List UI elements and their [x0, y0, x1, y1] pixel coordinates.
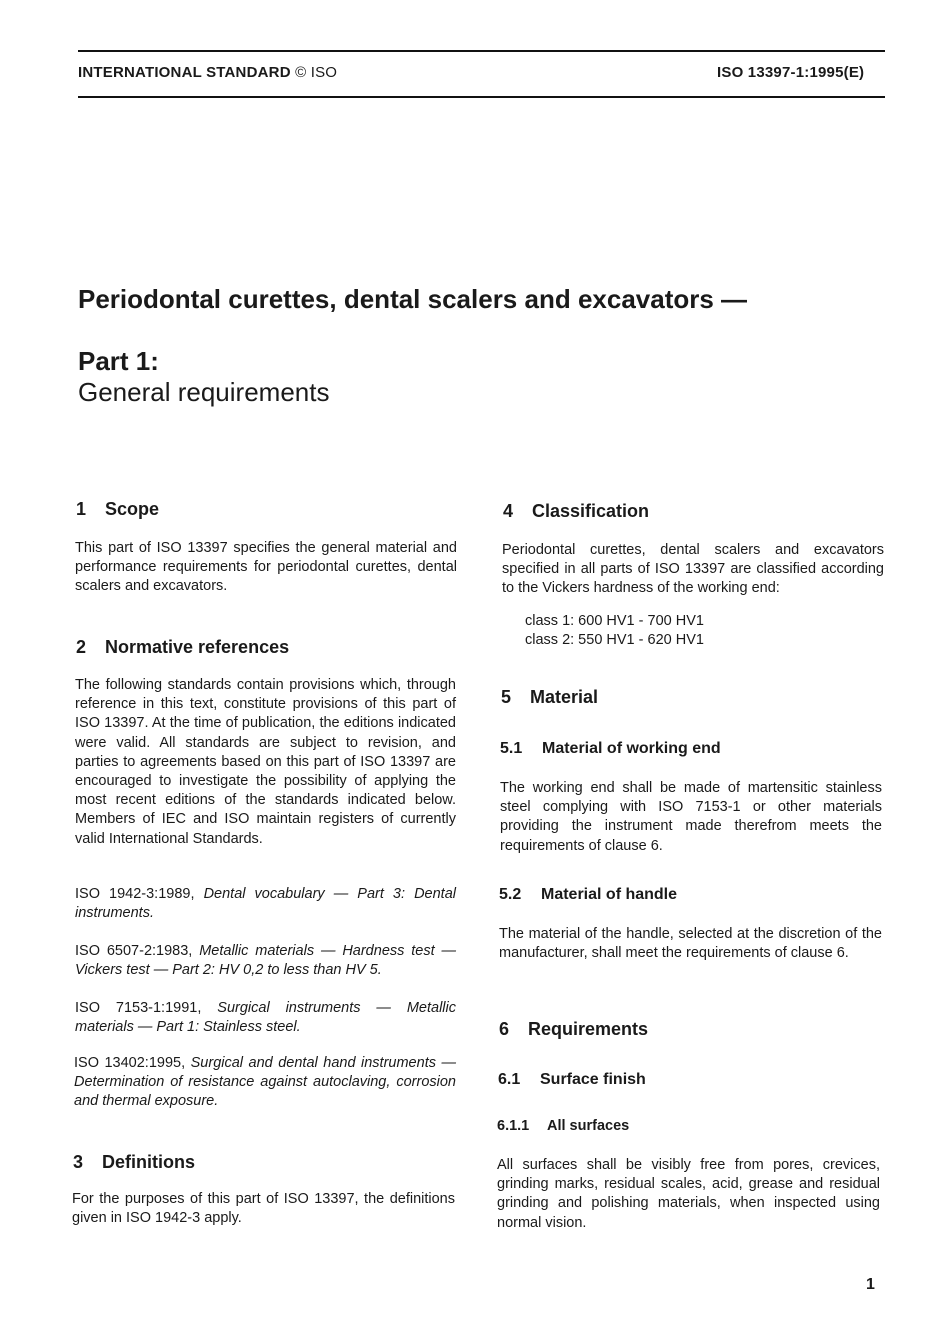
subsection-heading-working-end: 5.1 Material of working end	[500, 740, 721, 757]
header-reference: ISO 13397-1:1995(E)	[717, 64, 865, 81]
normative-text: The following standards contain provisions which, through reference in this text, constitute provisions of this part of ISO 13397. At the time of publication, the editions indicated were valid. All standards are subject to revision, and parties to agreements based on this part of ISO 13397 are encouraged to investigate the possibility of applying the most recent editions of the standards indicated below. Members of IEC and ISO maintain registers of currently valid International Standards.	[75, 677, 456, 847]
class-1: class 1: 600 HV1 - 700 HV1	[525, 613, 704, 629]
classification-text: Periodontal curettes, dental scalers and excavators specified in all parts of ISO 13397 are classified according to the Vickers hardness of the working end:	[502, 542, 884, 597]
all-surfaces-text: All surfaces shall be visibly free from pores, crevices, grinding marks, residual scales, acid, grease and residual grinding and polishing materials, when inspected using normal vision.	[497, 1157, 880, 1231]
subsubsection-heading-all-surfaces: 6.1.1 All surfaces	[497, 1118, 630, 1134]
page-number: 1	[866, 1276, 875, 1293]
subsection-heading-surface-finish: 6.1 Surface finish	[498, 1071, 646, 1088]
class-2: class 2: 550 HV1 - 620 HV1	[525, 632, 704, 648]
reference-item: ISO 7153-1:1991, Surgical instruments — Metallic materials — Part 1: Stainless steel.	[75, 1000, 456, 1036]
definitions-text: For the purposes of this part of ISO 13397, the definitions given in ISO 1942-3 apply.	[72, 1191, 455, 1227]
section-heading-requirements: 6 Requirements	[499, 1019, 649, 1039]
header-copyright: © ISO	[295, 64, 338, 81]
reference-item: ISO 1942-3:1989, Dental vocabulary — Part 3: Dental instruments.	[75, 886, 456, 922]
header-rule	[78, 96, 885, 98]
scope-text: This part of ISO 13397 specifies the general material and performance requirements for periodontal curettes, dental scalers and excavators.	[75, 540, 457, 595]
part-label: Part 1:	[78, 346, 159, 376]
reference-item: ISO 6507-2:1983, Metallic materials — Hardness test — Vickers test — Part 2: HV 0,2 to less than HV 5.	[75, 943, 457, 979]
section-heading-definitions: 3 Definitions	[73, 1152, 195, 1172]
document-title: Periodontal curettes, dental scalers and excavators —	[78, 284, 748, 314]
part-subtitle: General requirements	[78, 377, 330, 407]
handle-text: The material of the handle, selected at the discretion of the manufacturer, shall meet the requirements of clause 6.	[499, 926, 882, 962]
header-standard	[78, 64, 337, 81]
section-heading-scope: 1 Scope	[76, 499, 160, 519]
section-heading-normative-references: 2 Normative references	[76, 637, 290, 657]
reference-item: ISO 13402:1995, Surgical and dental hand instruments — Determination of resistance against autoclaving, corrosion and thermal exposure.	[74, 1055, 456, 1110]
section-heading-material: 5 Material	[501, 687, 599, 707]
section-heading-classification: 4 Classification	[503, 501, 650, 521]
top-rule	[78, 50, 885, 52]
subsection-heading-handle: 5.2 Material of handle	[499, 886, 678, 903]
working-end-text: The working end shall be made of martensitic stainless steel complying with ISO 7153-1 or other materials providing the instrument made therefrom meets the requirements of clause 6.	[500, 780, 882, 854]
header-standard-label: INTERNATIONAL STANDARD	[78, 64, 291, 81]
